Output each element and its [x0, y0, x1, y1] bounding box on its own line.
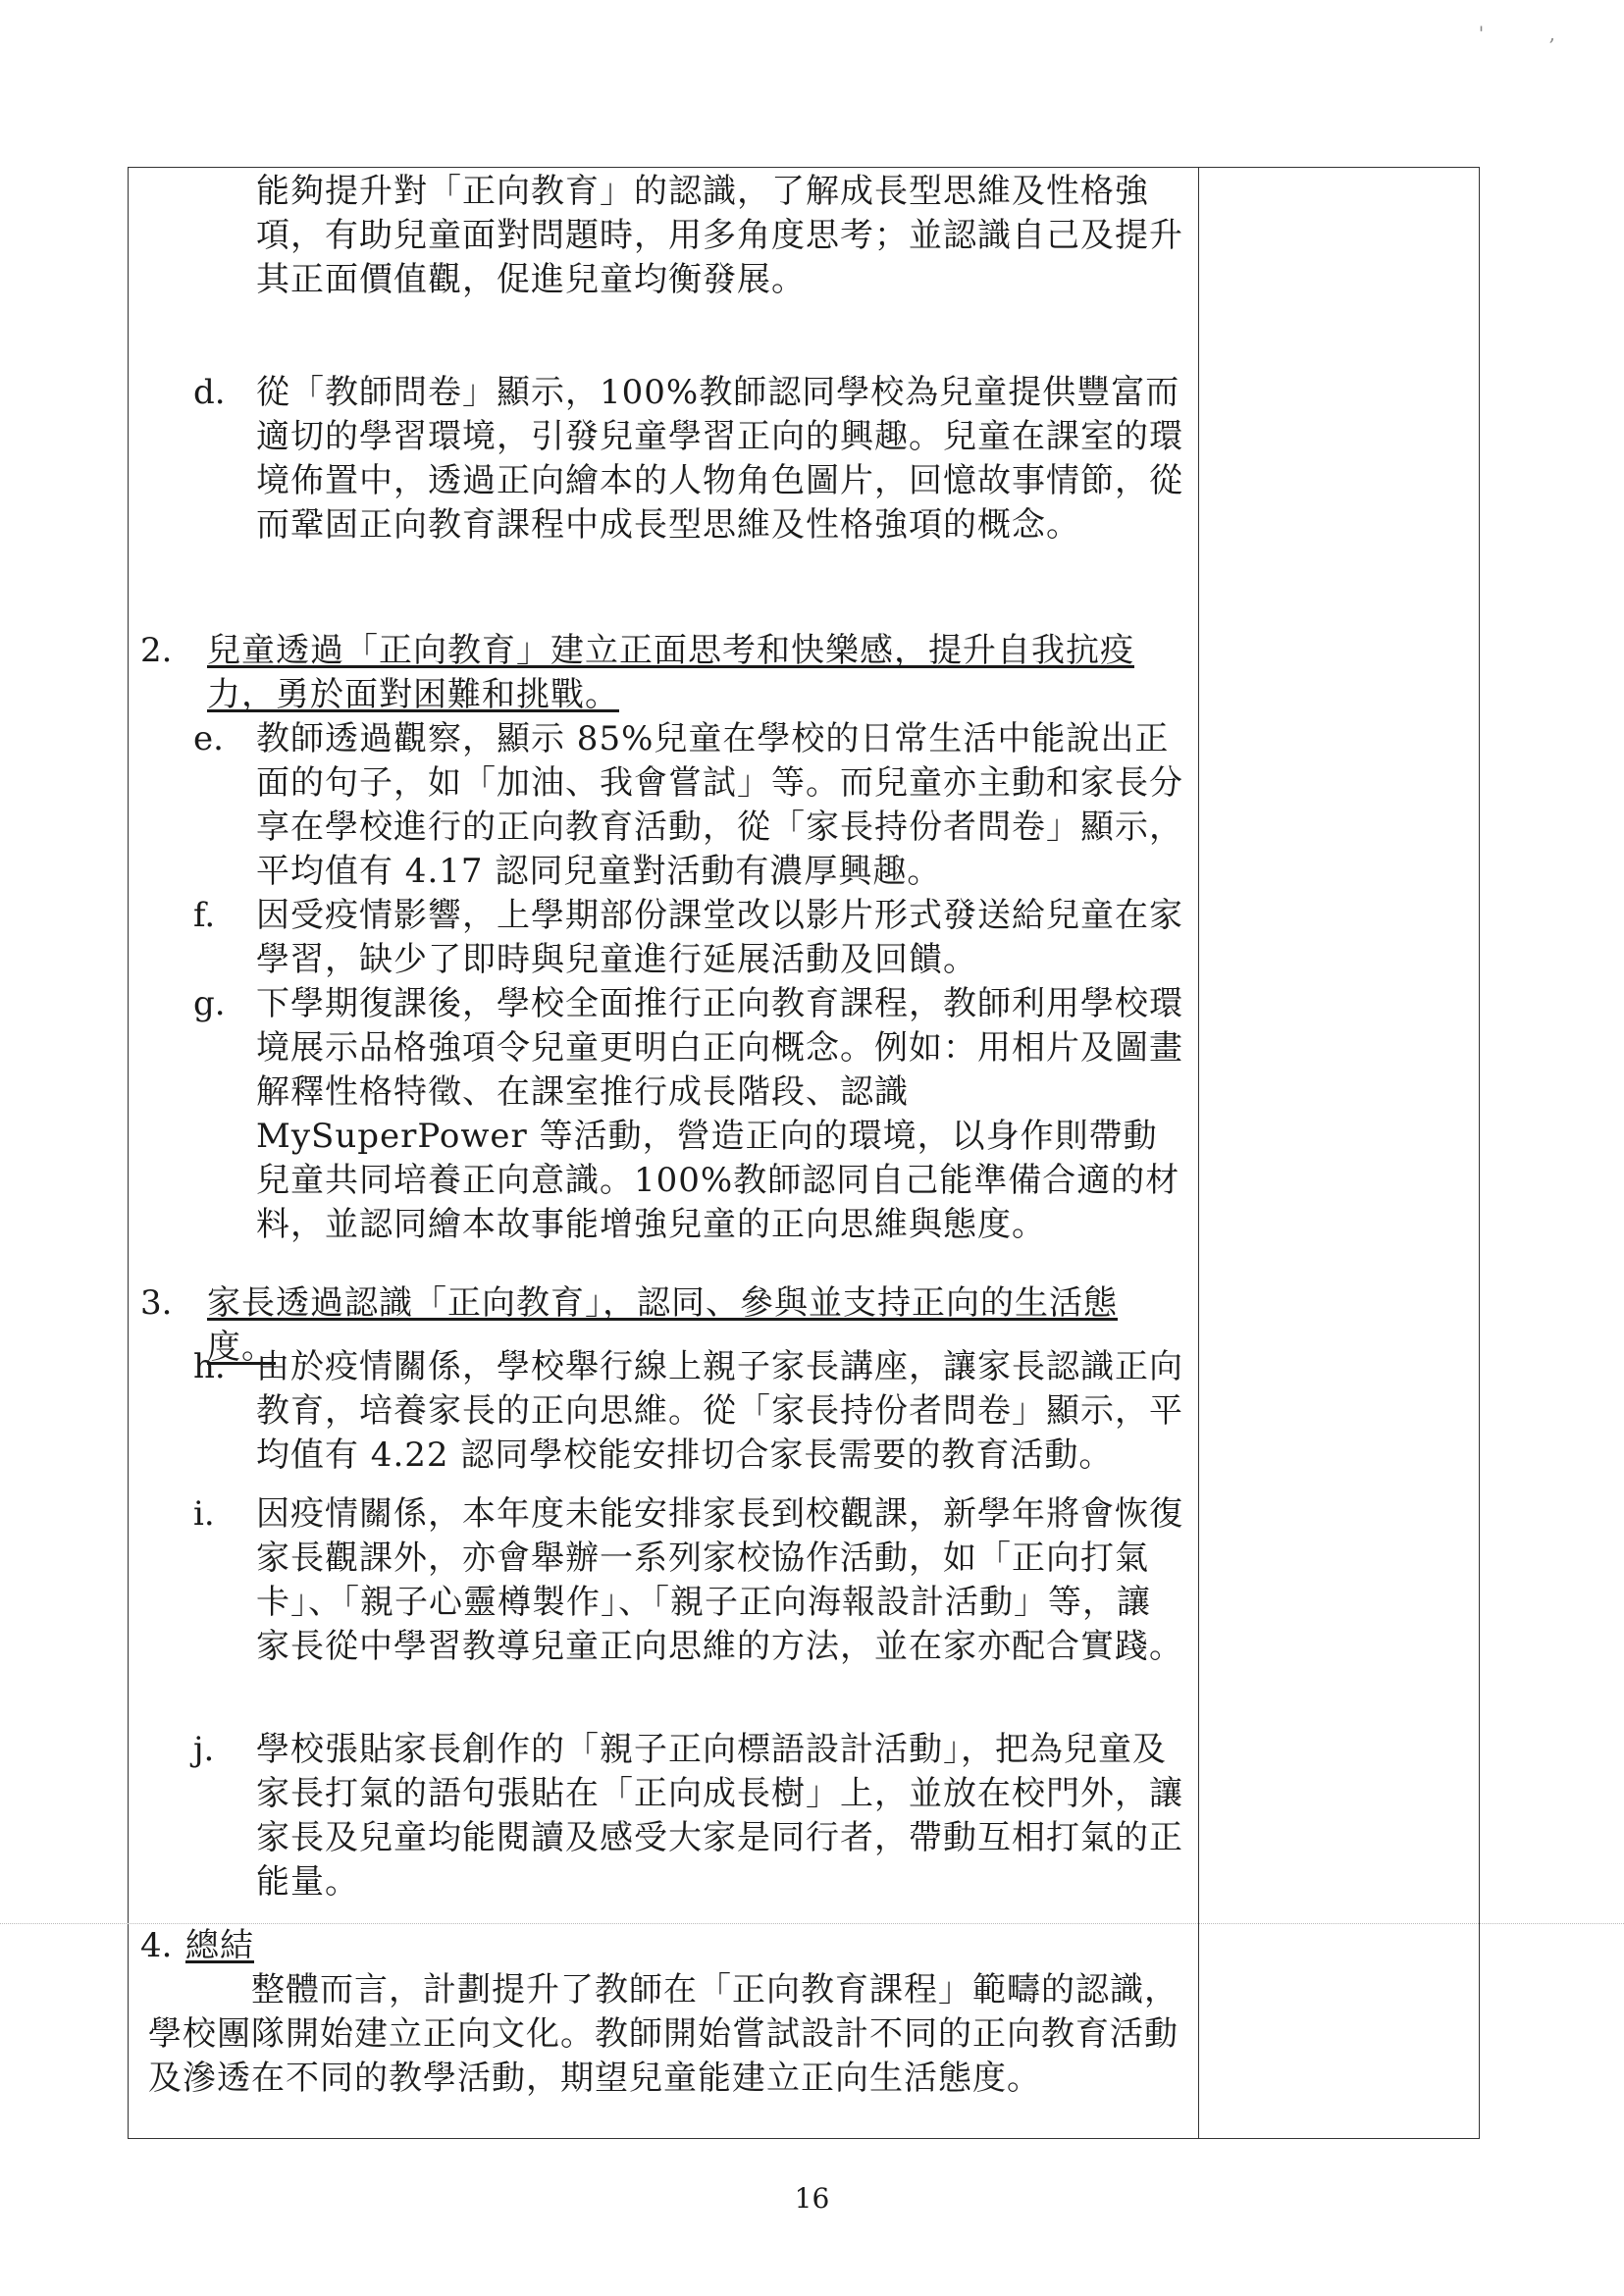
item-i-label: i. — [193, 1494, 215, 1534]
intro-paragraph: 能夠提升對「正向教育」的認識，了解成長型思維及性格強項，有助兒童面對問題時，用多角度思考；並認識自己及提升其正面價值觀，促進兒童均衡發展。 — [256, 172, 1183, 299]
item-h-text: 由於疫情關係，學校舉行線上親子家長講座，讓家長認識正向教育，培養家長的正向思維。從「家長持份者問卷」顯示，平均值有 4.22 認同學校能安排切合家長需要的教育活動。 — [256, 1347, 1183, 1475]
page-number: 16 — [794, 2182, 830, 2215]
scan-mark: ' , — [1478, 22, 1585, 45]
item-i-text: 因疫情關係，本年度未能安排家長到校觀課，新學年將會恢復家長觀課外，亦會舉辦一系列家校協作活動，如「正向打氣卡」、「親子心靈樽製作」、「親子正向海報設計活動」等，讓家長從中學習教導兒童正向思維的方法，並在家亦配合實踐。 — [256, 1494, 1183, 1666]
item-d-label: d. — [193, 373, 226, 412]
section-3-heading: 家長透過認識「正向教育」，認同、參與並支持正向的生活態度。 — [207, 1283, 1118, 1367]
section-2-number: 2. — [140, 631, 173, 670]
section-2-heading: 兒童透過「正向教育」建立正面思考和快樂感，提升自我抗疫力，勇於面對困難和挑戰。 — [207, 631, 1134, 714]
item-e-label: e. — [193, 719, 224, 758]
item-d-text: 從「教師問卷」顯示，100%教師認同學校為兒童提供豐富而適切的學習環境，引發兒童學習正向的興趣。兒童在課室的環境佈置中，透過正向繪本的人物角色圖片，回憶故事情節，從而鞏固正向教育課程中成長型思維及性格強項的概念。 — [256, 373, 1183, 545]
item-g-text: 下學期復課後，學校全面推行正向教育課程，教師利用學校環境展示品格強項令兒童更明白正向概念。例如：用相片及圖畫解釋性格特徵、在課室推行成長階段、認識 MySuperPower 等活動，營造正向的環境，以身作則帶動兒童共同培養正向意識。100%教師認同自己能準備合適的材料，並認同繪本故事能增強兒童的正向思維與態度。 — [256, 984, 1183, 1244]
item-f-text: 因受疫情影響，上學期部份課堂改以影片形式發送給兒童在家學習，缺少了即時與兒童進行延展活動及回饋。 — [256, 896, 1183, 979]
evaluation-column — [129, 168, 1198, 2138]
scan-fold-line — [0, 1923, 1624, 1924]
section-3-number: 3. — [140, 1283, 173, 1323]
item-j-label: j. — [193, 1730, 215, 1769]
item-h-label: h. — [193, 1347, 226, 1386]
evaluation-table — [128, 167, 1480, 2139]
section-4-heading: 總結 — [185, 1926, 254, 1965]
item-j-text: 學校張貼家長創作的「親子正向標語設計活動」，把為兒童及家長打氣的語句張貼在「正向成長樹」上，並放在校門外，讓家長及兒童均能閱讀及感受大家是同行者，帶動互相打氣的正能量。 — [256, 1730, 1183, 1902]
column-divider — [1198, 168, 1199, 2138]
item-f-label: f. — [193, 896, 216, 935]
item-g-label: g. — [193, 984, 226, 1023]
section-4-number: 4. — [140, 1926, 173, 1965]
item-e-text: 教師透過觀察，顯示 85%兒童在學校的日常生活中能說出正面的句子，如「加油、我會嘗試」等。而兒童亦主動和家長分享在學校進行的正向教育活動，從「家長持份者問卷」顯示，平均值有 4.17 認同兒童對活動有濃厚興趣。 — [256, 719, 1183, 891]
summary-paragraph: 整體而言，計劃提升了教師在「正向教育課程」範疇的認識，學校團隊開始建立正向文化。教師開始嘗試設計不同的正向教育活動及滲透在不同的教學活動，期望兒童能建立正向生活態度。 — [148, 1970, 1179, 2098]
